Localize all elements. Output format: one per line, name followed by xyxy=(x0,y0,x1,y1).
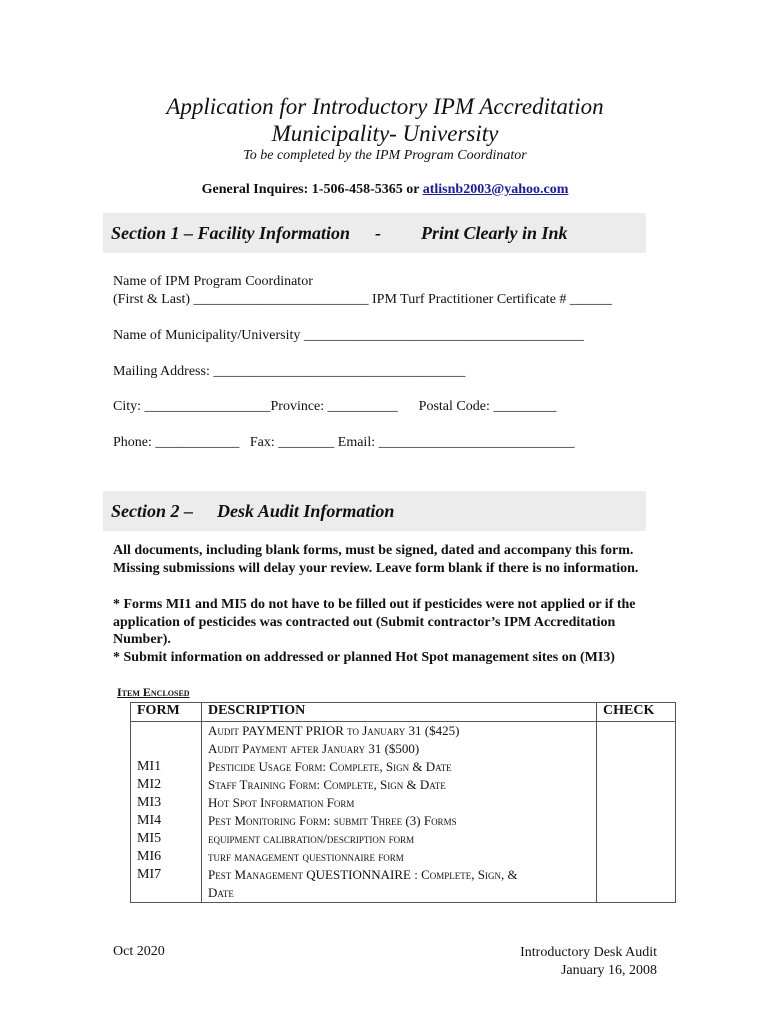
document-title: Application for Introductory IPM Accreditation xyxy=(166,94,604,119)
description-item: turf management questionnaire form xyxy=(208,849,404,864)
section2-subtitle: Desk Audit Information xyxy=(217,501,395,521)
document-title-line2: Municipality- University xyxy=(271,121,499,146)
section1-dash: - xyxy=(375,223,381,243)
table-header-row xyxy=(131,703,676,722)
description-item: equipment calibration/description form xyxy=(208,831,415,846)
description-item: Audit PAYMENT PRIOR to January 31 ($425) xyxy=(208,723,460,738)
footer-doc-name: Introductory Desk Audit xyxy=(520,945,657,960)
table-row xyxy=(131,722,676,903)
items-table xyxy=(130,702,676,903)
footer-date: Oct 2020 xyxy=(113,944,165,959)
document-subtitle: To be completed by the IPM Program Coordinator xyxy=(243,148,527,163)
instructions-paragraph: All documents, including blank forms, must be signed, dated and accompany this form. Missing submissions will delay your review. Leave form blank if there is no information. xyxy=(113,543,639,576)
section2-header xyxy=(103,491,646,531)
coordinator-name-field[interactable]: (First & Last) _________________________ IPM Turf Practitioner Certificate # ______ xyxy=(113,292,612,307)
descriptions-cell xyxy=(202,722,597,903)
footer-doc-date: January 16, 2008 xyxy=(560,963,657,978)
inquiries-label: General Inquires: 1-506-458-5365 or xyxy=(201,182,420,197)
form-code: MI7 xyxy=(137,867,162,882)
description-item: Pesticide Usage Form: Complete, Sign & Date xyxy=(208,759,452,774)
header-description: DESCRIPTION xyxy=(202,703,597,722)
header-form: FORM xyxy=(131,703,202,722)
description-item: Staff Training Form: Complete, Sign & Date xyxy=(208,777,446,792)
form-code xyxy=(137,740,195,758)
hot-spot-note: * Submit information on addressed or planned Hot Spot management sites on (MI3) xyxy=(113,650,615,665)
header-check: CHECK xyxy=(597,703,676,722)
section1-title: Section 1 – Facility Information xyxy=(111,223,351,243)
general-inquiries xyxy=(0,182,770,198)
municipality-field[interactable]: Name of Municipality/University ________________________________________ xyxy=(113,328,584,343)
description-item: Hot Spot Information Form xyxy=(208,795,355,810)
form-code: MI5 xyxy=(137,831,162,846)
section2-title: Section 2 – xyxy=(111,501,194,521)
section1-note: Print Clearly in Ink xyxy=(421,223,568,243)
footer-right xyxy=(450,944,657,980)
items-enclosed-caption: Item Enclosed xyxy=(117,685,190,699)
check-cell[interactable] xyxy=(597,722,676,903)
form-code: MI6 xyxy=(137,849,162,864)
phone-fax-email-field[interactable]: Phone: ____________ Fax: ________ Email: ____________________________ xyxy=(113,435,575,450)
form-code xyxy=(137,722,195,740)
exemption-note: * Forms MI1 and MI5 do not have to be filled out if pesticides were not applied or if the application of pesticides was contracted out (Submit contractor’s IPM Accreditation Number). xyxy=(113,597,636,647)
coordinator-label: Name of IPM Program Coordinator xyxy=(113,274,313,289)
description-item: Audit Payment after January 31 ($500) xyxy=(208,741,420,756)
description-item: Pest Monitoring Form: submit Three (3) Forms xyxy=(208,813,457,828)
form-codes-cell xyxy=(131,722,202,903)
description-item: Pest Management QUESTIONNAIRE : Complete, Sign, & xyxy=(208,867,518,882)
form-code: MI3 xyxy=(137,795,162,810)
mailing-address-field[interactable]: Mailing Address: ____________________________________ xyxy=(113,364,466,379)
city-province-postal-field[interactable]: City: __________________Province: __________ Postal Code: _________ xyxy=(113,399,557,414)
section1-header xyxy=(103,213,646,253)
description-item: Date xyxy=(208,885,234,900)
form-code: MI1 xyxy=(137,759,162,774)
form-code: MI2 xyxy=(137,777,162,792)
form-code: MI4 xyxy=(137,813,162,828)
inquiries-email-link[interactable]: atlisnb2003@yahoo.com xyxy=(422,182,569,197)
